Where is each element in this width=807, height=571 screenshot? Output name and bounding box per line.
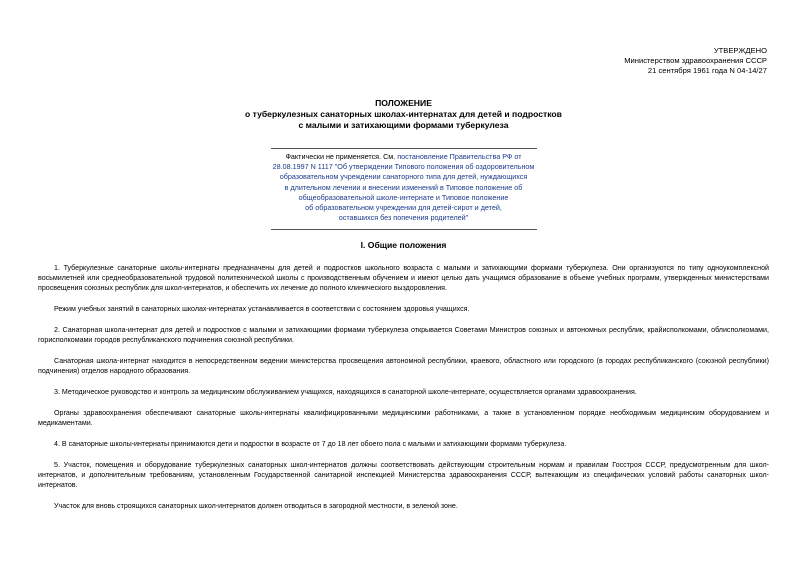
resolution-link-cont-6[interactable]: об образовательном учреждении для детей-сирот и детей, — [305, 203, 502, 213]
paragraph-8: 5. Участок, помещения и оборудование туберкулезных санаторных школ-интернатов должны соответствовать действующим строительным нормам и правилам Госстроя СССР, предусмотренным для школ-интернатов, и дополнительным требованиям, установленным Государственной санитарной инспекцией Министерства здравоохранения СССР, вытекающим из специфических условий работы санаторных школ-интернатов. — [38, 461, 769, 489]
title-line-2: о туберкулезных санаторных школах-интернатах для детей и подростков — [245, 109, 562, 119]
paragraph-1: 1. Туберкулезные санаторные школы-интернаты предназначены для детей и подростков школьного возраста с малыми и затихающими формами туберкулеза. Они организуются по типу одноукомплексной восьмилетней или среднеобразовательной трудовой политехнической школы с производственным обучением и имеют целью дать учащимся образование в объеме учебных программ, утвержденных министерствами просвещения союзных республик для школ-интернатов, и обеспечить их лечение до полного клинического выздоровления. — [38, 264, 769, 292]
approval-line-1: УТВЕРЖДЕНО — [713, 46, 767, 55]
resolution-link-cont-3[interactable]: образовательном учреждении санаторного типа для детей, нуждающихся — [279, 172, 528, 182]
note-line-3 — [0, 172, 807, 182]
approval-line-2: Министерством здравоохранения СССР — [624, 56, 767, 65]
note-top-divider — [271, 148, 537, 149]
note-bottom-divider — [271, 229, 537, 230]
section-heading: I. Общие положения — [360, 240, 447, 250]
approval-line-3: 21 сентября 1961 года N 04-14/27 — [647, 66, 767, 75]
document-title — [0, 98, 807, 131]
resolution-link-cont-2[interactable]: 28.08.1997 N 1117 "Об утверждении Типового положения об оздоровительном — [272, 162, 535, 172]
note-line-4 — [0, 183, 807, 193]
title-line-1: ПОЛОЖЕНИЕ — [375, 98, 432, 108]
paragraph-5: 3. Методическое руководство и контроль за медицинским обслуживанием учащихся, находящихся в санаторной школе-интернате, осуществляется органами здравоохранения. — [54, 388, 637, 396]
note-line-1 — [0, 152, 807, 162]
paragraph-2: Режим учебных занятий в санаторных школах-интернатах устанавливается в соответствии с состоянием здоровья учащихся. — [54, 305, 470, 313]
paragraph-3: 2. Санаторная школа-интернат для детей и подростков с малыми и затихающими формами туберкулеза открывается Советами Министров союзных и автономных республик, крайисполкомами, облисполкомами, горисполкомами городов республиканского подчинения союзной республики. — [38, 326, 769, 344]
applicability-note — [0, 152, 807, 223]
approval-stamp — [624, 46, 767, 76]
document-body — [38, 263, 769, 522]
paragraph-9: Участок для вновь строящихся санаторных школ-интернатов должен отводиться в загородной местности, в зеленой зоне. — [54, 502, 458, 510]
note-prefix: Фактически не применяется. См. — [285, 152, 398, 161]
resolution-link[interactable]: постановление Правительства РФ от — [397, 152, 522, 161]
paragraph-7: 4. В санаторные школы-интернаты принимаются дети и подростки в возрасте от 7 до 18 лет обоего пола с малыми и затихающими формами туберкулеза. — [54, 440, 567, 448]
note-line-5 — [0, 193, 807, 203]
paragraph-6: Органы здравоохранения обеспечивают санаторные школы-интернаты квалифицированными медицинскими работниками, а также в установленном порядке необходимым медицинским оборудованием и медикаментами. — [38, 409, 769, 427]
title-line-3: с малыми и затихающими формами туберкулеза — [298, 120, 509, 130]
paragraph-4: Санаторная школа-интернат находится в непосредственном ведении министерства просвещения автономной республики, краевого, областного или городского (в городах республиканского (союзной республики) подчинения) отделов народного образования. — [38, 357, 769, 375]
note-line-6 — [0, 203, 807, 213]
note-line-7 — [0, 213, 807, 223]
resolution-link-cont-4[interactable]: в длительном лечении и внесении изменений в Типовое положение об — [284, 182, 523, 192]
resolution-link-cont-7[interactable]: оставшихся без попечения родителей" — [338, 213, 469, 223]
resolution-link-cont-5[interactable]: общеобразовательной школе-интернате и Типовое положение — [298, 192, 509, 202]
note-line-2 — [0, 162, 807, 172]
